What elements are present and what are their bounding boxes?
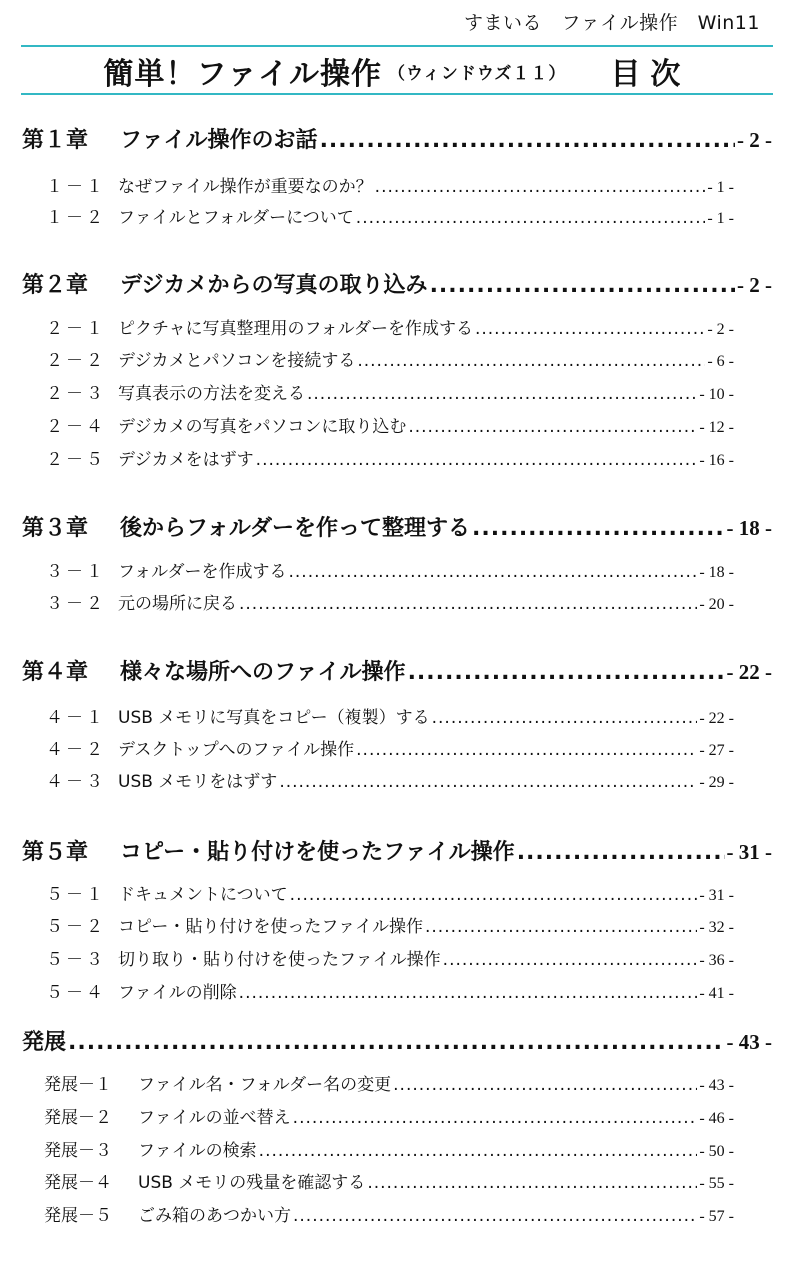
section-page: - 29 - — [699, 774, 734, 791]
dot-leader — [430, 273, 735, 298]
section-title: ドキュメントについて — [118, 885, 288, 905]
section-title: コピー・貼り付けを使ったファイル操作 — [118, 917, 423, 937]
section-page: - 12 - — [699, 419, 734, 436]
dot-leader — [288, 562, 697, 582]
section-number: ５－１ — [46, 885, 106, 905]
section-page: - 18 - — [699, 564, 734, 581]
dot-leader — [68, 1030, 724, 1055]
document-header-meta: すまいる ファイル操作 Win11 — [464, 12, 760, 34]
chapter-title: コピー・貼り付けを使ったファイル操作 — [120, 840, 515, 865]
chapter-number: 第４章 — [22, 660, 89, 685]
development-title: 発展 — [22, 1030, 67, 1055]
section-number: ５－２ — [46, 917, 106, 937]
section-page: - 1 - — [707, 179, 734, 196]
dot-leader — [259, 1141, 698, 1161]
title-main: 簡単！ファイル操作 — [103, 57, 382, 92]
dot-leader — [393, 1075, 697, 1095]
section-title: ファイルとフォルダーについて — [118, 208, 354, 228]
dot-leader — [517, 840, 725, 865]
section-number: ２－５ — [46, 450, 106, 470]
document-title — [21, 50, 773, 92]
dot-leader — [425, 917, 697, 937]
chapter-number: 第３章 — [22, 516, 89, 541]
toc-section-5-4[interactable] — [46, 978, 734, 1003]
section-page: - 57 - — [699, 1208, 734, 1225]
section-title: デジカメをはずす — [118, 450, 254, 470]
section-number: ５－４ — [46, 983, 106, 1003]
chapter-title: デジカメからの写真の取り込み — [120, 273, 428, 298]
dot-leader — [239, 983, 698, 1003]
toc-chapter-2[interactable] — [22, 268, 772, 299]
chapter-number: 第５章 — [22, 840, 89, 865]
toc-section-2-3[interactable] — [46, 379, 734, 404]
title-top-rule — [21, 45, 773, 47]
toc-development-2[interactable] — [44, 1103, 734, 1128]
section-title: デスクトップへのファイル操作 — [118, 740, 355, 760]
toc-development-1[interactable] — [44, 1070, 734, 1095]
section-page: - 1 - — [707, 210, 734, 227]
section-title: 写真表示の方法を変える — [118, 384, 305, 404]
dot-leader — [443, 950, 698, 970]
title-toc-label: 目次 — [610, 57, 691, 92]
toc-development-3[interactable] — [44, 1136, 734, 1161]
section-page: - 10 - — [699, 386, 734, 403]
dot-leader — [320, 128, 735, 153]
section-title: ファイルの検索 — [138, 1141, 257, 1161]
section-title: なぜファイル操作が重要なのか？ — [118, 177, 373, 197]
toc-chapter-5[interactable] — [22, 835, 772, 866]
dot-leader — [357, 351, 705, 371]
section-number: 発展－２ — [44, 1108, 112, 1128]
toc-section-2-5[interactable] — [46, 445, 734, 470]
chapter-number: 第１章 — [22, 128, 89, 153]
section-title: ごみ箱のあつかい方 — [138, 1206, 291, 1226]
title-bottom-rule — [21, 93, 773, 95]
section-page: - 31 - — [699, 887, 734, 904]
toc-chapter-3[interactable] — [22, 511, 772, 542]
toc-section-4-3[interactable] — [46, 767, 734, 792]
chapter-page: - 31 - — [726, 840, 772, 864]
section-title: デジカメとパソコンを接続する — [118, 351, 356, 371]
toc-section-2-1[interactable] — [46, 314, 734, 339]
section-page: - 50 - — [699, 1143, 734, 1160]
dot-leader — [472, 516, 724, 541]
section-number: ４－３ — [46, 772, 106, 792]
section-number: ２－１ — [46, 319, 106, 339]
section-number: 発展－１ — [44, 1075, 112, 1095]
chapter-title: 様々な場所へのファイル操作 — [120, 660, 406, 685]
section-number: １－１ — [46, 177, 106, 197]
section-number: 発展－５ — [44, 1206, 112, 1226]
chapter-page: - 2 - — [737, 273, 772, 297]
section-page: - 27 - — [699, 742, 734, 759]
toc-section-3-1[interactable] — [46, 557, 734, 582]
toc-section-2-4[interactable] — [46, 412, 734, 437]
title-subtitle: （ウィンドウズ１１） — [387, 63, 567, 84]
section-page: - 16 - — [699, 452, 734, 469]
section-number: 発展－３ — [44, 1141, 112, 1161]
toc-development-5[interactable] — [44, 1201, 734, 1226]
section-number: 発展－４ — [44, 1173, 112, 1193]
section-title: 切り取り・貼り付けを使ったファイル操作 — [118, 950, 441, 970]
toc-section-5-3[interactable] — [46, 945, 734, 970]
section-title: フォルダーを作成する — [118, 562, 287, 582]
section-number: ２－４ — [46, 417, 106, 437]
section-title: USB メモリをはずす — [118, 772, 278, 792]
section-number: ３－２ — [46, 594, 106, 614]
dot-leader — [367, 1173, 697, 1193]
section-page: - 46 - — [699, 1110, 734, 1127]
chapter-page: - 22 - — [726, 660, 772, 684]
dot-leader — [356, 740, 697, 760]
chapter-page: - 18 - — [726, 516, 772, 540]
dot-leader — [256, 450, 698, 470]
section-title: 元の場所に戻る — [118, 594, 237, 614]
dot-leader — [307, 384, 697, 404]
section-page: - 2 - — [707, 321, 734, 338]
section-page: - 36 - — [699, 952, 734, 969]
section-number: ２－２ — [46, 351, 106, 371]
toc-section-2-2[interactable] — [46, 346, 734, 371]
section-page: - 32 - — [699, 919, 734, 936]
dot-leader — [432, 708, 698, 728]
chapter-number: 第２章 — [22, 273, 89, 298]
toc-section-4-2[interactable] — [46, 735, 734, 760]
dot-leader — [408, 417, 697, 437]
chapter-title: ファイル操作のお話 — [120, 128, 318, 153]
dot-leader — [293, 1108, 698, 1128]
toc-chapter-4[interactable] — [22, 655, 772, 686]
dot-leader — [239, 594, 697, 614]
section-title: USB メモリに写真をコピー（複製）する — [118, 708, 430, 728]
section-page: - 6 - — [707, 353, 734, 370]
dot-leader — [475, 319, 705, 339]
section-title: USB メモリの残量を確認する — [138, 1173, 366, 1193]
section-number: ３－１ — [46, 562, 106, 582]
toc-section-5-2[interactable] — [46, 912, 734, 937]
development-page: - 43 - — [726, 1030, 772, 1054]
section-number: １－２ — [46, 208, 106, 228]
toc-chapter-1[interactable] — [22, 123, 772, 154]
chapter-title: 後からフォルダーを作って整理する — [120, 516, 471, 541]
section-page: - 41 - — [699, 985, 734, 1002]
toc-section-1-2[interactable] — [46, 203, 734, 228]
toc-section-3-2[interactable] — [46, 589, 734, 614]
toc-section-4-1[interactable] — [46, 703, 734, 728]
section-title: ピクチャに写真整理用のフォルダーを作成する — [118, 319, 473, 339]
toc-section-5-1[interactable] — [46, 880, 734, 905]
dot-leader — [279, 772, 697, 792]
toc-development-4[interactable] — [44, 1168, 734, 1193]
section-number: ２－３ — [46, 384, 106, 404]
dot-leader — [356, 208, 706, 228]
toc-development[interactable] — [22, 1025, 772, 1056]
dot-leader — [290, 885, 698, 905]
section-title: ファイルの削除 — [118, 983, 237, 1003]
section-title: ファイル名・フォルダー名の変更 — [138, 1075, 392, 1095]
section-number: ４－２ — [46, 740, 106, 760]
dot-leader — [375, 177, 706, 197]
toc-section-1-1[interactable] — [46, 172, 734, 197]
section-number: ４－１ — [46, 708, 106, 728]
dot-leader — [293, 1206, 697, 1226]
section-page: - 43 - — [699, 1077, 734, 1094]
section-page: - 22 - — [699, 710, 734, 727]
chapter-page: - 2 - — [737, 128, 772, 152]
section-title: ファイルの並べ替え — [138, 1108, 291, 1128]
section-title: デジカメの写真をパソコンに取り込む — [118, 417, 407, 437]
section-page: - 20 - — [699, 596, 734, 613]
section-number: ５－３ — [46, 950, 106, 970]
section-page: - 55 - — [699, 1175, 734, 1192]
dot-leader — [408, 660, 725, 685]
